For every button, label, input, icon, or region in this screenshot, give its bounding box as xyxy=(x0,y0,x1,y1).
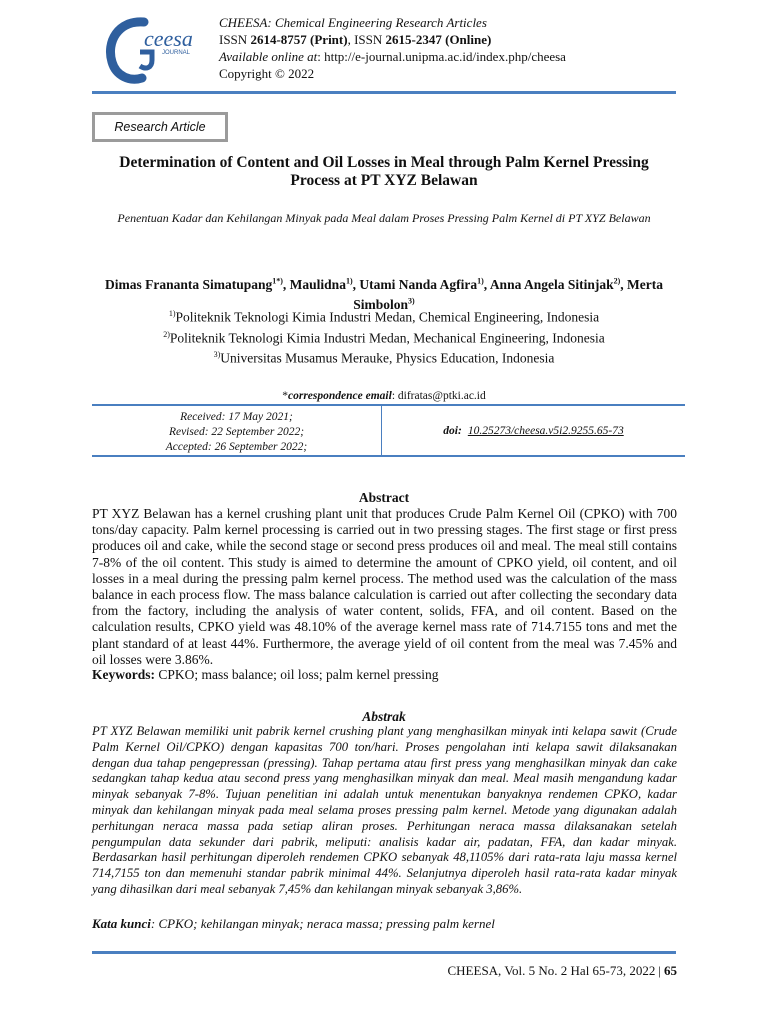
issn-mid: , ISSN xyxy=(347,32,386,47)
author-separator: , xyxy=(352,276,360,292)
abstrak-body: PT XYZ Belawan memiliki unit pabrik kernel crushing plant yang menghasilkan minyak inti kelapa sawit (Crude Palm Kernel Oil/CPKO) dengan kapasitas 700 ton/hari. Proses pengolahan inti kelapa sawit dilaksanakan dengan dua tahap pengepressan (pressing). Tahap pertama atau first press yang menghasilkan minyak dan cake sedangkan tahap kedua atau second press yang menghasilkan minyak dan meal. Meal masih mengandung kadar minyak sebanyak 7-8%. Tujuan penelitian ini adalah untuk menentukan banyaknya rendemen CPKO, kadar minyak dan kehilangan minyak pada meal selama proses pressing palm kernel. Metode yang digunakan adalah perhitungan neraca massa pada setiap aliran proses. Perhitungan neraca massa dilaksanakan setelah pengumpulan data sekunder dari pabrik, meliputi: analisis kadar air, padatan, FFA, dan kadar minyak. Berdasarkan hasil perhitungan diperoleh rendemen CPKO sebanyak 48,1105% dari rata-rata laju massa kernel 714,7155 ton dan memenuhi standar pabrik minimal 44%. Selanjutnya diperoleh hasil rata-rata kadar minyak yang dihasilkan dari meal sebanyak 7,45% dan kehilangan minyak sebanyak 3,86%. xyxy=(92,724,677,896)
keywords-line xyxy=(92,667,677,683)
header-divider xyxy=(92,91,676,94)
kata-kunci-label: Kata kunci xyxy=(92,916,151,931)
affiliation xyxy=(92,305,676,326)
accepted-date: Accepted: 26 September 2022; xyxy=(165,441,308,453)
kata-kunci-line xyxy=(92,916,677,932)
keywords-value: CPKO; mass balance; oil loss; palm kernel pressing xyxy=(155,667,439,682)
journal-logo xyxy=(100,12,208,86)
article-subtitle: Penentuan Kadar dan Kehilangan Minyak pada Meal dalam Proses Pressing Palm Kernel di PT XYZ Belawan xyxy=(117,211,651,225)
available-url[interactable]: : http://e-journal.unipma.ac.id/index.php/cheesa xyxy=(317,49,566,64)
page-footer xyxy=(92,963,677,979)
author-name: Anna Angela Sitinjak xyxy=(489,276,614,292)
kata-kunci-value: : CPKO; kehilangan minyak; neraca massa; pressing palm kernel xyxy=(150,916,495,931)
affiliation-text: Politeknik Teknologi Kimia Industri Medan, Chemical Engineering, Indonesia xyxy=(175,309,600,325)
correspondence-line xyxy=(92,389,676,403)
footer-citation: CHEESA, Vol. 5 No. 2 Hal 65-73, 2022 xyxy=(447,963,656,978)
affiliation-mark: 3) xyxy=(213,350,221,359)
journal-name: CHEESA: Chemical Engineering Research Articles xyxy=(219,15,487,30)
received-date: Received: 17 May 2021; xyxy=(180,411,293,423)
dates-doi-table xyxy=(92,404,685,457)
article-type-badge xyxy=(92,112,228,142)
available-line xyxy=(219,48,566,65)
issn-print-label: (Print) xyxy=(306,32,348,47)
author-name: Dimas Frananta Simatupang xyxy=(104,276,273,292)
abstrak-heading: Abstrak xyxy=(362,709,406,724)
affiliation-list xyxy=(92,305,676,367)
issn-print: 2614-8757 xyxy=(250,32,307,47)
affiliation-text: Universitas Musamus Merauke, Physics Education, Indonesia xyxy=(220,350,555,366)
article-type-label: Research Article xyxy=(95,115,225,139)
page-number: 65 xyxy=(664,963,677,978)
correspondence-prefix: * xyxy=(282,390,288,402)
author-affiliation-mark: 2) xyxy=(613,276,621,285)
author-separator: , xyxy=(620,276,628,292)
abstract-body: PT XYZ Belawan has a kernel crushing plant unit that produces Crude Palm Kernel Oil (CPKO) with 700 tons/day capacity. Palm kernel processing is carried out in two pressing stages. The first stage or first press produces oil and cake, while the second stage or second press produces oil and meal. The meal still contains 7-8% of the oil content. This study is aimed to determine the amount of CPKO yield, oil content, and oil losses in a meal during the pressing palm kernel process. The method used was the calculation of the mass balance in each process flow. The mass balance calculation is carried out after collecting the secondary data from the factory, including the analysis of water content, solids, FFA, and oil content. Based on the calculation results, CPKO yield was 48.10% of the average kernel mass rate of 714.7155 tons and met the plant standard of at least 44%. Furthermore, the average yield of oil content from the meal was 7.45% and oil losses were 3.86%. xyxy=(92,506,677,667)
logo-text: ceesa xyxy=(144,26,193,51)
affiliation xyxy=(92,346,676,367)
issn-online-label: (Online) xyxy=(441,32,492,47)
doi-label: doi: xyxy=(443,424,462,437)
logo-subtext: JOURNAL xyxy=(162,50,191,56)
author-name: Maulidna xyxy=(289,276,346,292)
issn-line xyxy=(219,31,566,48)
author xyxy=(359,277,489,292)
article-title: Determination of Content and Oil Losses in Meal through Palm Kernel Pressing Process at PT XYZ Belawan xyxy=(119,154,649,189)
revised-date: Revised: 22 September 2022; xyxy=(168,426,305,438)
author-affiliation-mark: 3) xyxy=(408,296,415,306)
footer-divider xyxy=(92,951,676,954)
correspondence-email[interactable]: : difratas@ptki.ac.id xyxy=(391,390,486,402)
correspondence-label: correspondence email xyxy=(288,390,392,402)
keywords-label: Keywords: xyxy=(92,667,155,682)
author xyxy=(290,277,360,292)
journal-header xyxy=(0,0,768,100)
issn-prefix: ISSN xyxy=(219,32,251,47)
issn-online: 2615-2347 xyxy=(385,32,442,47)
abstract-heading: Abstract xyxy=(358,490,410,505)
affiliation-mark: 1) xyxy=(168,309,176,318)
copyright: Copyright © 2022 xyxy=(219,66,315,81)
affiliation-mark: 2) xyxy=(163,329,170,339)
author-name: Utami Nanda Agfira xyxy=(359,276,478,292)
available-label: Available online at xyxy=(219,49,318,64)
author-separator: , xyxy=(282,276,290,292)
affiliation-text: Politeknik Teknologi Kimia Industri Medan, Mechanical Engineering, Indonesia xyxy=(169,330,605,345)
author-separator: , xyxy=(483,276,490,292)
author xyxy=(105,277,290,292)
footer-separator: | xyxy=(658,963,661,978)
journal-info xyxy=(219,14,566,82)
submission-dates xyxy=(92,406,382,455)
doi-link[interactable]: 10.25273/cheesa.v5i2.9255.65-73 xyxy=(467,424,624,437)
affiliation xyxy=(92,326,676,347)
author-affiliation-mark: 1) xyxy=(345,276,353,285)
author-name: Merta Simbolon xyxy=(353,276,664,312)
author xyxy=(490,277,627,292)
author-affiliation-mark: 1) xyxy=(477,276,484,285)
author-affiliation-mark: 1*) xyxy=(272,276,283,285)
doi-cell xyxy=(382,406,685,455)
